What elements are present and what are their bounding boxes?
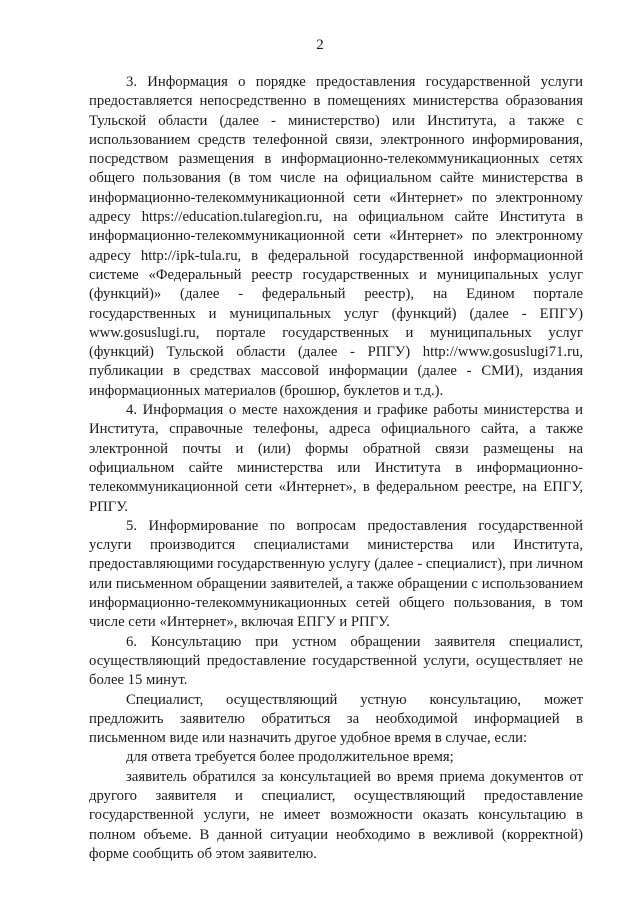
paragraph-3-info-procedure: 3. Информация о порядке предоставления государственной услуги предоставляется непосредственно в помещениях министерства образования Тульской области (далее - министерство) или Института, а также с использованием средств телефонной связи, электронного информирования, посредством размещения в информационно-телекоммуникационных сетях общего пользования (в том числе на официальном сайте министерства в информационно-телекоммуникационной сети «Интернет» по электронному адресу https://education.tularegion.ru, на официальном сайте Института в информационно-телекоммуникационной сети «Интернет» по электронному адресу http://ipk-tula.ru, в федеральной государственной информационной системе «Федеральный реестр государственных и муниципальных услуг (функций)» (далее - федеральный реестр), на Едином портале государственных и муниципальных услуг (функций) (далее - ЕПГУ) www.gosuslugi.ru, портале государственных и муниципальных услуг (функций) Тульской области (далее - РПГУ) http://www.gosuslugi71.ru, публикации в средствах массовой информации (далее - СМИ), издания информационных материалов (брошюр, буклетов и т.д.). [89, 74, 583, 399]
paragraph-case-busy: заявитель обратился за консультацией во время приема документов от другого заявителя и специалист, осуществляющий предоставление государственной услуги, не имеет возможности оказать консультацию в полном объеме. В данной ситуации необходимо в вежливой (корректной) форме сообщить об этом заявителю. [89, 768, 583, 862]
paragraph-specialist-offer: Специалист, осуществляющий устную консультацию, может предложить заявителю обратиться за необходимой информацией в письменном виде или назначить другое удобное время в случае, если: [89, 691, 583, 747]
document-body [89, 73, 583, 864]
paragraph-6-consultation: 6. Консультацию при устном обращении заявителя специалист, осуществляющий предоставление государственной услуги, осуществляет не более 15 минут. [89, 633, 583, 689]
paragraph-4-location-schedule: 4. Информация о месте нахождения и графике работы министерства и Института, справочные телефоны, адреса официального сайта, а также электронной почты и (или) формы обратной связи размещены на официальном сайте министерства или Института в информационно-телекоммуникационной сети «Интернет», в федеральном реестре, на ЕПГУ, РПГУ. [89, 402, 583, 515]
paragraph-case-longer-time: для ответа требуется более продолжительное время; [126, 749, 454, 766]
page-number: 2 [316, 37, 324, 53]
paragraph-5-informing: 5. Информирование по вопросам предоставления государственной услуги производится специалистами министерства или Института, предоставляющими государственную услугу (далее - специалист), при личном или письменном обращении заявителей, а также обращении с использованием информационно-телекоммуникационных сетей общего пользования, в том числе сети «Интернет», включая ЕПГУ и РПГУ. [89, 517, 583, 631]
